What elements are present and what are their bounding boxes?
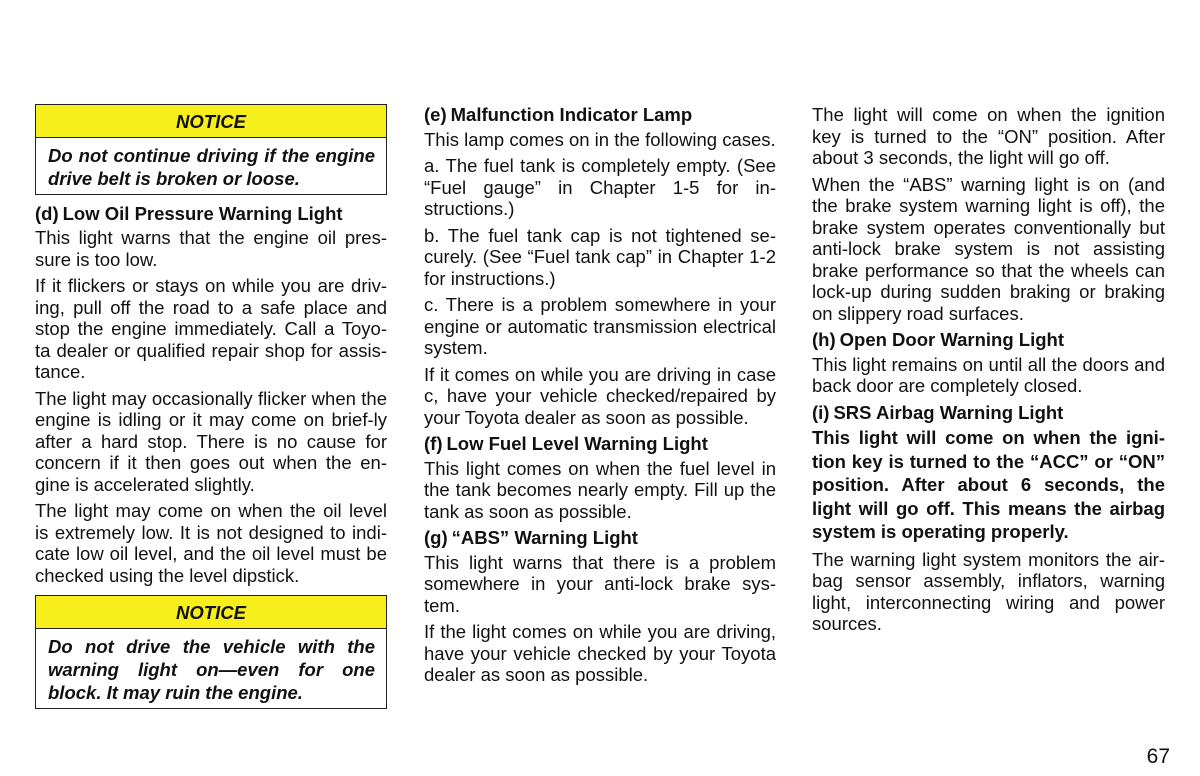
notice-title: NOTICE [36, 596, 386, 629]
section-heading-low-fuel [424, 433, 776, 455]
section-label: (i) [812, 401, 830, 423]
section-title: Malfunction Indicator Lamp [450, 104, 693, 125]
column-right [812, 104, 1165, 640]
notice-text: Do not continue driving if the engine drive belt is broken or loose. [48, 144, 375, 189]
paragraph: If it comes on while you are driving in case c, have your vehicle checked/repaired by your Toyota dealer as soon as possible. [424, 363, 776, 428]
section-heading-abs [424, 527, 776, 549]
notice-box-warning-light [35, 595, 387, 709]
section-heading-open-door [812, 329, 1165, 351]
section-label: (g) [424, 527, 448, 548]
paragraph: When the “ABS” warning light is on (and the brake system warning light is off), the brake system operates conventionally but anti-lock brake system is not assisting brake performance so that the wheels can lock-up during sudden braking or braking on slippery road surfaces. [812, 173, 1165, 324]
section-label: (e) [424, 104, 447, 125]
paragraph: This lamp comes on in the following cases. [424, 128, 776, 150]
paragraph: If the light comes on while you are driving, have your vehicle checked by your Toyota dealer as soon as possible. [424, 621, 776, 685]
section-heading-malfunction-indicator [424, 104, 776, 126]
notice-title: NOTICE [36, 105, 386, 138]
column-left [35, 104, 387, 717]
paragraph: The light may come on when the oil level is extremely low. It is not designed to indi-cate low oil level, and the oil level must be checked using the level dipstick. [35, 500, 387, 586]
list-item: a. The fuel tank is completely empty. (See “Fuel gauge” in Chapter 1-5 for in-structions.) [424, 155, 776, 219]
section-title: Open Door Warning Light [839, 329, 1064, 350]
section-heading-low-oil-pressure [35, 203, 387, 225]
column-middle [424, 104, 776, 691]
paragraph: This light remains on until all the doors and back door are completely closed. [812, 353, 1165, 396]
paragraph: If it flickers or stays on while you are driv-ing, pull off the road to a safe place and stop the engine immediately. Call a Toyo-ta dealer or qualified repair shop for assis-tance. [35, 275, 387, 382]
paragraph: The light will come on when the ignition key is turned to the “ON” position. After about 3 seconds, the light will go off. [812, 104, 1165, 168]
notice-box-drive-belt [35, 104, 387, 195]
paragraph: The warning light system monitors the air-bag sensor assembly, inflators, warning light, interconnecting wiring and power sources. [812, 548, 1165, 634]
section-label: (f) [424, 433, 443, 454]
notice-text: Do not drive the vehicle with the warning light on—even for one block. It may ruin the engine. [48, 635, 375, 703]
section-title: Low Fuel Level Warning Light [446, 433, 708, 454]
page-number: 67 [1146, 745, 1170, 768]
paragraph: This light comes on when the fuel level in the tank becomes nearly empty. Fill up the tank as soon as possible. [424, 457, 776, 522]
section-heading-srs-airbag [812, 402, 1165, 424]
section-title: “ABS” Warning Light [451, 527, 638, 548]
paragraph: This light warns that the engine oil pres-sure is too low. [35, 227, 387, 270]
list-item: c. There is a problem somewhere in your engine or automatic transmission electrical system. [424, 294, 776, 358]
section-title: SRS Airbag Warning Light [833, 401, 1064, 423]
section-label: (h) [812, 329, 836, 350]
bold-paragraph: This light will come on when the igni-tion key is turned to the “ACC” or “ON” position. After about 6 seconds, the light will go off. This means the airbag system is operating properly. [812, 427, 1165, 542]
section-title: Low Oil Pressure Warning Light [62, 202, 343, 224]
list-item: b. The fuel tank cap is not tightened se-curely. (See “Fuel tank cap” in Chapter 1-2 for instructions.) [424, 224, 776, 289]
paragraph: The light may occasionally flicker when the engine is idling or it may come on brief-ly after a hard stop. There is no cause for concern if it then goes out when the en-gine is accelerated slightly. [35, 387, 387, 495]
paragraph: This light warns that there is a problem somewhere in your anti-lock brake sys-tem. [424, 551, 776, 616]
section-label: (d) [35, 202, 59, 224]
